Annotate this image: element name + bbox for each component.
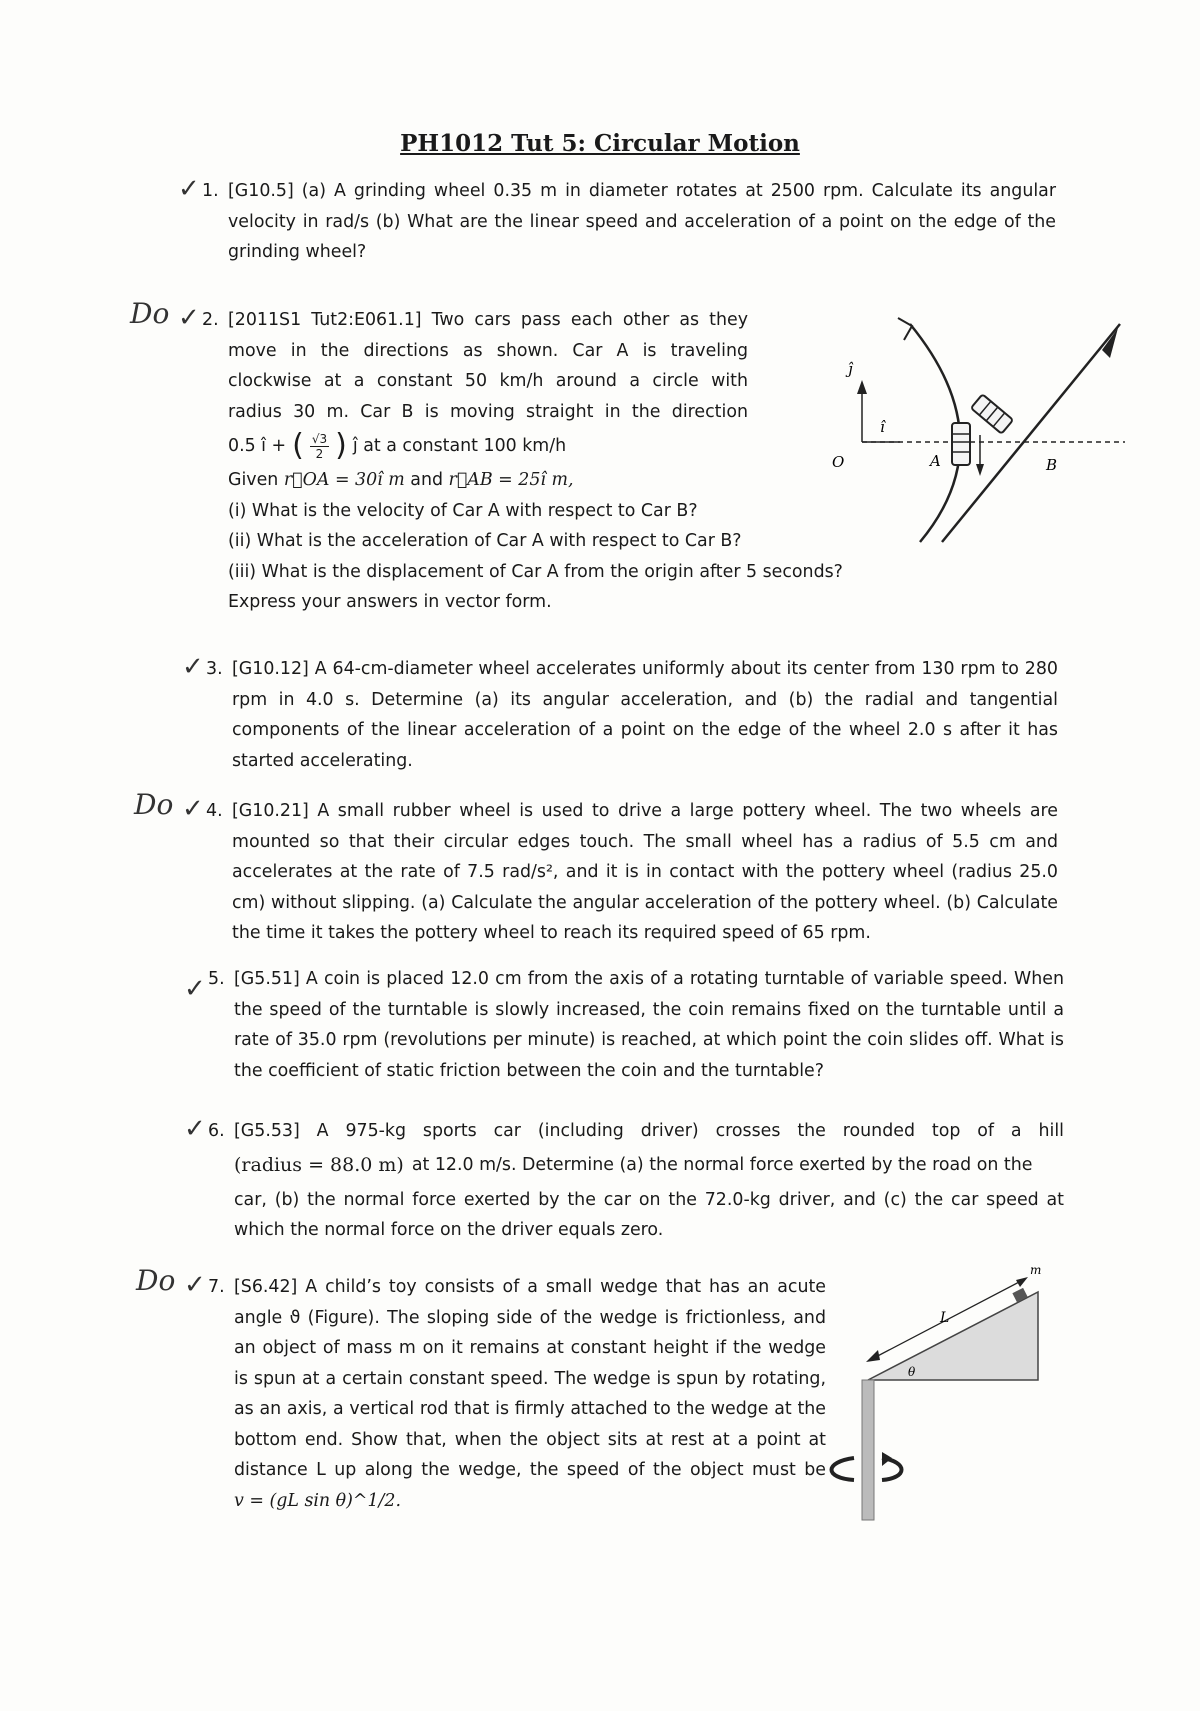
- car-a-velocity-arrowhead: [976, 464, 984, 476]
- page-title: PH1012 Tut 5: Circular Motion: [400, 130, 800, 157]
- do-mark: Do: [136, 1264, 176, 1297]
- question-line: [G5.53] A 975-kg sports car (including driver) crosses the rounded top of a hill: [234, 1121, 1064, 1141]
- do-mark: Do: [134, 788, 174, 821]
- radius-expression: (radius = 88.0 m): [234, 1154, 404, 1177]
- question-line: move in the directions as shown. Car A is traveling: [228, 340, 748, 361]
- question-line: angle ϑ (Figure). The sloping side of the wedge is frictionless, and: [234, 1307, 826, 1328]
- check-mark: ✓: [182, 652, 204, 682]
- given-line: [228, 465, 748, 496]
- question-5: [184, 964, 1064, 1086]
- length-label: L: [940, 1310, 950, 1326]
- given-prefix: Given: [228, 470, 279, 490]
- question-line: as an axis, a vertical rod that is firmly attached to the wedge at the: [234, 1399, 826, 1419]
- question-line-rest: at 12.0 m/s. Determine (a) the normal force exerted by the road on the: [411, 1155, 1033, 1176]
- car-b-label: B: [1046, 456, 1058, 474]
- question-line: which the normal force on the driver equals zero.: [234, 1220, 664, 1240]
- check-mark: ✓: [182, 794, 204, 824]
- question-text: [G5.51] A coin is placed 12.0 cm from the axis of a rotating turntable of variable speed. When the speed of the turntable is slowly increased, the coin remains fixed on the turntable until a rate of 35.0 rpm (revolutions per minute) is reached, at which point the coin slides off. What is the coefficient of static friction between the coin and the turntable?: [234, 969, 1064, 1081]
- vertical-rod: [862, 1380, 874, 1520]
- answer-formula: v = (gL sin θ)^1/2.: [234, 1490, 402, 1511]
- mass-label: m: [1030, 1263, 1042, 1277]
- wedge-diagram: [848, 1263, 1058, 1530]
- question-number: 7.: [208, 1277, 225, 1297]
- car-b-icon: [971, 394, 1013, 434]
- express-note: Express your answers in vector form.: [228, 592, 552, 612]
- j-arrowhead: [857, 380, 867, 394]
- question-line: [2011S1 Tut2:E061.1] Two cars pass each other as they: [228, 310, 748, 330]
- rotation-arrowhead: [882, 1452, 892, 1466]
- origin-label: O: [832, 453, 845, 471]
- given-and: and: [410, 470, 444, 490]
- check-mark: ✓: [178, 303, 200, 333]
- check-mark: ✓: [178, 174, 200, 204]
- question-3: [182, 652, 1058, 776]
- question-number: 2.: [202, 310, 219, 330]
- question-2: [130, 297, 843, 618]
- subquestion-ii: (ii) What is the acceleration of Car A with respect to Car B?: [228, 531, 742, 551]
- question-number: 3.: [206, 659, 223, 679]
- do-mark: Do: [130, 297, 170, 330]
- wedge: [868, 1292, 1038, 1380]
- question-line: car, (b) the normal force exerted by the car on the 72.0-kg driver, and (c) the car speed at: [234, 1189, 1064, 1210]
- fraction-numerator: √3: [311, 431, 328, 446]
- question-6: [184, 1114, 1064, 1246]
- question-text: [G10.12] A 64-cm-diameter wheel accelerates uniformly about its center from 130 rpm to 280 rpm in 4.0 s. Determine (a) its angular acceleration, and (b) the radial and tangential components of the linear acceleration of a point on the edge of the wheel 2.0 s after it has started accelerating.: [232, 659, 1058, 771]
- question-7: [136, 1264, 826, 1516]
- question-number: 6.: [208, 1121, 225, 1141]
- direction-prefix: 0.5 î +: [228, 435, 287, 456]
- check-mark: ✓: [184, 1270, 206, 1300]
- fraction: [310, 432, 329, 461]
- length-arrowhead: [866, 1350, 880, 1362]
- j-label: ĵ: [848, 360, 853, 378]
- question-line: is spun at a certain constant speed. The wedge is spun by rotating,: [234, 1368, 826, 1389]
- length-arrowhead: [1016, 1277, 1028, 1287]
- question-line-radius: [234, 1147, 1064, 1185]
- question-number: 5.: [208, 969, 225, 989]
- question-line: [S6.42] A child’s toy consists of a small wedge that has an acute: [234, 1277, 826, 1297]
- question-number: 4.: [206, 801, 223, 821]
- check-mark: ✓: [184, 1114, 206, 1144]
- two-cars-diagram: [780, 310, 1140, 550]
- subquestion-i: (i) What is the velocity of Car A with respect to Car B?: [228, 500, 698, 521]
- question-text: [G10.21] A small rubber wheel is used to drive a large pottery wheel. The two wheels are mounted so that their circular edges touch. The small wheel has a radius of 5.5 cm and accelerates at the rate of 7.5 rad/s², and it is in contact with the pottery wheel (radius 25.0 cm) without slipping. (a) Calculate the angular acceleration of the pottery wheel. (b) Calculate the time it takes the pottery wheel to reach its required speed of 65 rpm.: [232, 801, 1058, 943]
- question-1: [178, 174, 1056, 268]
- subquestion-iii: (iii) What is the displacement of Car A from the origin after 5 seconds?: [228, 561, 843, 582]
- angle-label: θ: [908, 1365, 916, 1379]
- rotation-arrow-left: [832, 1458, 855, 1480]
- i-label: î: [880, 418, 885, 436]
- question-line: clockwise at a constant 50 km/h around a circle with: [228, 371, 748, 391]
- paren-open: (: [292, 427, 304, 463]
- paren-close: ): [335, 427, 347, 463]
- question-4: [134, 788, 1058, 949]
- check-mark: ✓: [184, 974, 206, 1004]
- arc-arrowhead: [898, 318, 912, 340]
- question-line: bottom end. Show that, when the object sits at rest at a point at: [234, 1429, 826, 1450]
- fraction-denominator: 2: [315, 446, 324, 461]
- question-line: distance L up along the wedge, the speed of the object must be: [234, 1460, 826, 1480]
- question-number: 1.: [202, 181, 219, 201]
- direction-suffix: ĵ at a constant 100 km/h: [352, 435, 567, 456]
- question-line: radius 30 m. Car B is moving straight in the direction: [228, 401, 748, 422]
- car-a-label: A: [930, 452, 941, 470]
- direction-line: [228, 427, 748, 465]
- given-roa: r⃗OA = 30î m: [283, 470, 405, 490]
- question-text: [G10.5] (a) A grinding wheel 0.35 m in diameter rotates at 2500 rpm. Calculate its angular velocity in rad/s (b) What are the linear speed and acceleration of a point on the edge of the grinding wheel?: [228, 181, 1056, 262]
- question-line: an object of mass m on it remains at constant height if the wedge: [234, 1338, 826, 1358]
- car-a-icon: [952, 423, 970, 465]
- given-rab: r⃗AB = 25î m,: [448, 470, 574, 490]
